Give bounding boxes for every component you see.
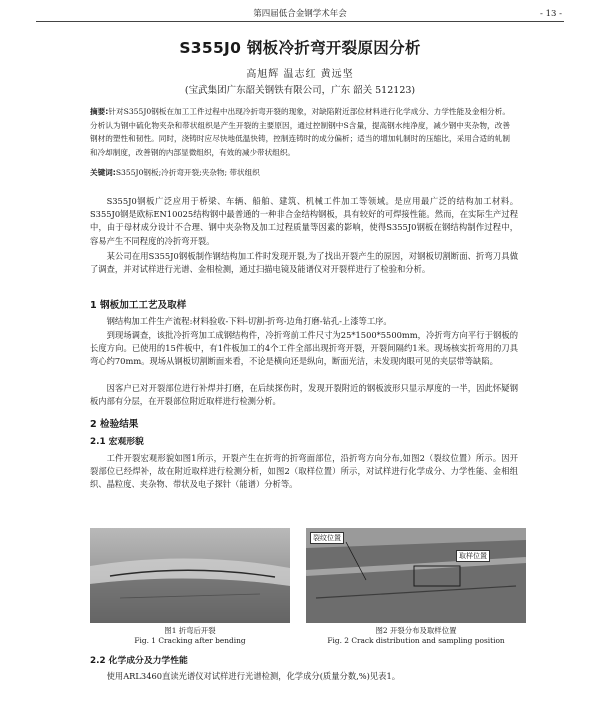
figure-1-photo: [90, 528, 290, 623]
section-heading: 1 钢板加工工艺及取样: [90, 300, 187, 311]
page-number: - 13 -: [540, 9, 562, 19]
figure-2-caption: [300, 626, 532, 646]
section-paragraph: 因客户已对开裂部位进行补焊并打磨，在后续探伤时，发现开裂附近的钢板波形只显示厚度的一半，因此怀疑钢板内部有分层，在开裂部位附近取样进行检测分析。: [90, 383, 518, 407]
subsection-heading: 2.2 化学成分及力学性能: [90, 656, 188, 666]
figure-2-caption-en: Fig. 2 Crack distribution and sampling position: [327, 636, 505, 645]
abstract-text: 针对S355J0钢板在加工工件过程中出现冷折弯开裂的现象，对缺陷附近部位材料进行化学成分、力学性能及金相分析。分析认为钢中硫化物夹杂和带状组织是产生开裂的主要原因，通过控制钢中S含量，提高钢水纯净度，减少钢中夹杂物，改善钢材的塑性和韧性。同时，浇铸时应尽快地低温快铸，控制连铸时的成分偏析；适当的增加轧制时的压缩比，采用合适的轧制和冷却制度，改善钢的内部显微组织，有效的减少带状组织。: [90, 107, 510, 157]
crack-position-label: 裂纹位置: [310, 532, 344, 544]
sampling-position-label: 取样位置: [456, 550, 490, 562]
abstract-label: 摘要:: [90, 107, 109, 116]
paper-title: S355J0 钢板冷折弯开裂原因分析: [179, 39, 421, 57]
keywords-text: S355J0钢板;冷折弯开裂;夹杂物; 带状组织: [115, 168, 260, 177]
section-paragraph: 到现场调查，该批冷折弯加工成钢结构件，冷折弯前工件尺寸为25*1500*5500mm，冷折弯方向平行于钢板的长度方向。已使用的15件板中，有1件板加工的4个工件全部出现折弯开裂，开裂间隔约1米。现场核实折弯用的刀具弯心约70mm。现场从钢板切割断面来看，不论是横向还是纵向，断面光洁，未发现肉眼可见的夹层带等缺陷。: [90, 330, 518, 367]
bent-plate-crack-graphic: [90, 528, 290, 623]
figure-1-caption-cn: 图1 折弯后开裂: [164, 626, 216, 635]
figure-2-caption-cn: 图2 开裂分布及取样位置: [375, 626, 457, 635]
intro-paragraph: 某公司在用S355J0钢板制作钢结构加工件时发现开裂,为了找出开裂产生的原因，对钢板切割断面、折弯刀具做了调查，并对试样进行光谱、金相检测，通过扫描电镜及能谱仪对开裂样进行了检验和分析。: [90, 251, 518, 275]
figure-1-caption: [90, 626, 290, 646]
subsection-heading: 2.1 宏观形貌: [90, 437, 144, 447]
section-paragraph: 钢结构加工件生产流程:材料验收-下料-切割-折弯-边角打磨-钻孔-上漆等工序。: [106, 316, 392, 326]
keywords: [90, 167, 510, 179]
abstract: [90, 105, 510, 159]
affiliation: (宝武集团广东韶关钢铁有限公司，广东 韶关 512123): [184, 85, 416, 96]
running-header: [36, 7, 564, 22]
section-heading: 2 检验结果: [90, 419, 139, 430]
section-paragraph: 使用ARL3460直读光谱仪对试样进行光谱检测，化学成分(质量分数,%)见表1。: [106, 671, 401, 681]
intro-paragraph: S355J0钢板广泛应用于桥梁、车辆、船舶、建筑、机械工件加工等领域。是应用最广泛的结构加工材料。S355J0钢是欧标EN10025结构钢中最普通的一种非合金结构钢板，具有较好的可焊接性能。然而，在实际生产过程中，由于母材成分设计不合理、钢中夹杂物及加工过程质量等因素的影响，使得S355J0钢板在钢结构制作过程中，容易产生不同程度的冷折弯开裂。: [90, 196, 518, 246]
section-paragraph: 工件开裂宏观形貌如图1所示，开裂产生在折弯的折弯面部位，沿折弯方向分布,如图2（裂纹位置）所示。因开裂部位已经焊补，故在附近取样进行检测分析，如图2（取样位置）所示，对试样进行化学成分、力学性能、金相组织、晶粒度、夹杂物、带状及电子探针（能谱）分析等。: [90, 453, 518, 490]
author-list: 高旭辉 温志红 黄远坚: [246, 69, 354, 80]
conference-name: 第四届低合金钢学术年会: [253, 9, 347, 19]
figure-2-photo: [306, 528, 526, 623]
keywords-label: 关键词:: [90, 168, 116, 177]
figure-1-caption-en: Fig. 1 Cracking after bending: [134, 636, 246, 645]
